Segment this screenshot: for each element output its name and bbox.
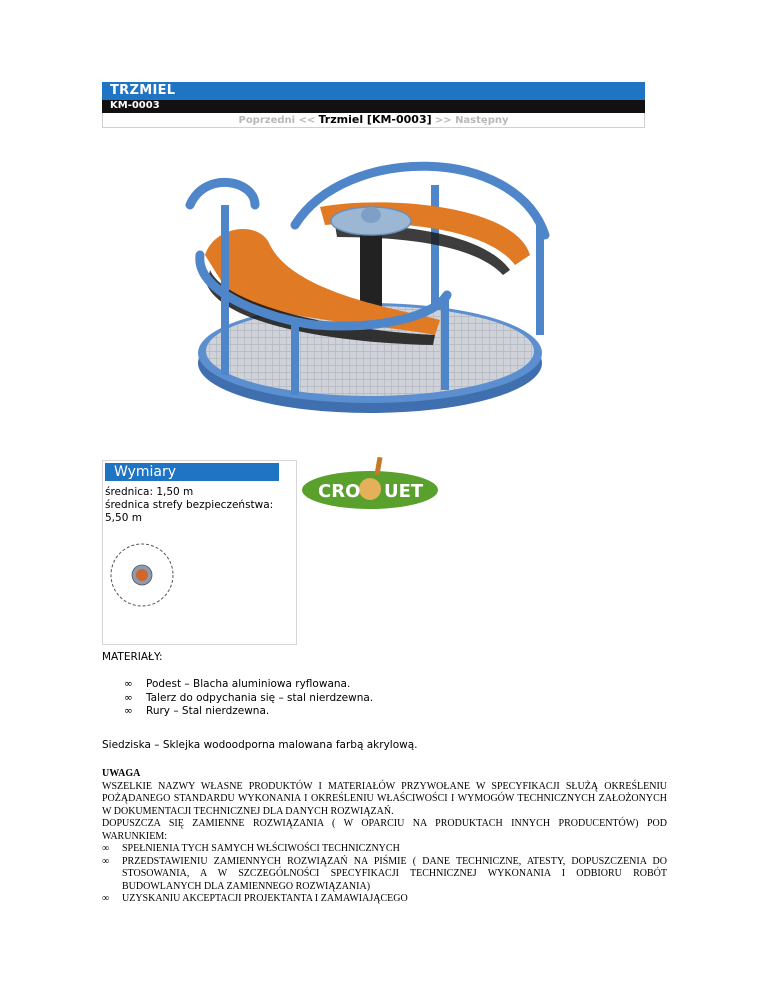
croquet-logo [300,457,440,511]
infinity-bullet-icon: ∞ [102,893,110,904]
diameter-text: średnica: 1,50 m [105,486,194,498]
infinity-bullet-icon: ∞ [124,705,133,717]
product-title-bar [102,82,645,100]
product-navigation [102,113,645,128]
carousel-illustration [185,145,555,415]
infinity-bullet-icon: ∞ [102,855,110,867]
product-code-bar [102,100,645,113]
seats-material-text: Siedziska – Sklejka wodoodporna malowana farbą akrylową. [102,739,418,751]
svg-text:CRO: CRO [318,481,361,502]
current-product-label: Trzmiel [KM-0003] [318,113,432,126]
infinity-bullet-icon: ∞ [102,843,110,854]
list-item: ∞ Talerz do odpychania się – stal nierdzewna. [124,691,374,704]
materials-list [124,678,373,719]
next-link[interactable]: >> Następny [434,115,509,126]
dimensions-box [102,460,297,645]
product-title: TRZMIEL [110,83,176,98]
note-section [102,768,667,906]
list-item: ∞ PRZEDSTAWIENIU ZAMIENNYCH ROZWIĄZAŃ NA PIŚMIE ( DANE TECHNICZNE, ATESTY, DOPUSZCZENIA DO STOSOWANIA, A W SZCZEGÓLNOŚCI SPECYFIKACJI TECHNICZNEJ WYKONANIA I ODBIORU ROBÓT BUDOWLANYCH DLA ZAMIENNEGO ROZWIĄZANIA) [102,855,667,892]
infinity-bullet-icon: ∞ [124,678,133,690]
safety-zone-plan-diagram [108,541,176,609]
list-item: ∞ SPEŁNIENIA TYCH SAMYCH WŁŚCIWOŚCI TECHNICZNYCH [102,843,400,854]
product-code: KM-0003 [110,100,160,111]
svg-text:UET: UET [384,481,424,502]
materials-heading: MATERIAŁY: [102,651,163,663]
dimensions-text [105,486,285,525]
note-heading: UWAGA [102,768,141,779]
list-item: ∞ Rury – Stal nierdzewna. [124,705,270,717]
note-paragraph-2: DOPUSZCZA SIĘ ZAMIENNE ROZWIĄZANIA ( W OPARCIU NA PRODUKTACH INNYCH PRODUCENTÓW) POD WARUNKIEM: [102,818,667,842]
safety-zone-text-line1: średnica strefy bezpieczeństwa: [105,499,274,511]
safety-zone-text-line2: 5,50 m [105,512,142,524]
infinity-bullet-icon: ∞ [124,691,133,704]
list-item: ∞ UZYSKANIU AKCEPTACJI PROJEKTANTA I ZAMAWIAJĄCEGO [102,893,408,904]
dimensions-heading: Wymiary [105,463,279,481]
previous-link[interactable]: Poprzedni << [238,115,316,126]
list-item: ∞ Podest – Blacha aluminiowa ryflowana. [124,678,351,690]
note-paragraph-1: WSZELKIE NAZWY WŁASNE PRODUKTÓW I MATERIAŁÓW PRZYWOŁANE W SPECYFIKACJI SŁUŻĄ OKREŚLENIU POŻĄDANEGO STANDARDU WYKONANIA I OKREŚLENIU WŁAŚCIWOŚCI I WYMOGÓW TECHNICZNYCH ZAŁOŻONYCH W DOKUMENTACJI TECHNICZNEJ DLA DANYCH ROZWIĄZAŃ. [102,780,667,817]
